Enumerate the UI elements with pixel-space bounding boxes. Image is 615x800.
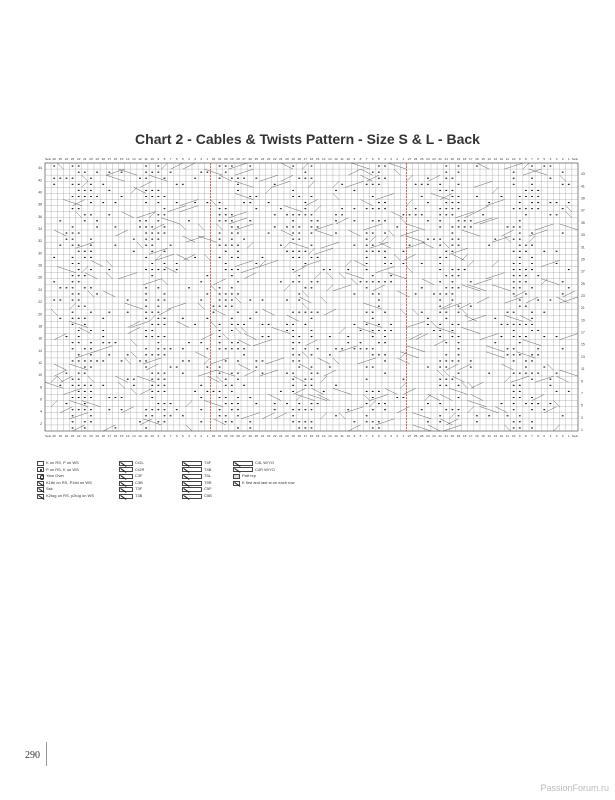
- col-label-bottom: 21: [279, 434, 283, 438]
- legend-symbol-icon: [119, 494, 133, 499]
- legend-label: Yarn Over: [46, 473, 64, 479]
- legend-label: C5B: [204, 492, 212, 498]
- row-label-left: 26: [38, 275, 42, 280]
- col-label-bottom: 24: [64, 434, 69, 438]
- col-label-bottom: 19: [291, 434, 295, 438]
- col-label-top: 2: [200, 157, 203, 161]
- row-label-right: 1: [581, 428, 583, 432]
- col-label-top: 7: [531, 157, 533, 161]
- col-label-top: 11: [505, 157, 510, 161]
- row-label-right: 19: [581, 318, 585, 323]
- col-label-bottom: 18: [297, 434, 301, 438]
- col-label-bottom: 6: [537, 434, 540, 438]
- col-label-bottom: 6: [371, 434, 374, 438]
- legend-symbol-icon: [37, 481, 44, 486]
- col-label-bottom: 9: [157, 434, 160, 438]
- col-label-bottom: 32: [211, 434, 216, 438]
- legend-label: T5L: [204, 473, 211, 479]
- legend-item: [182, 486, 212, 493]
- col-label-bottom: 25: [254, 434, 259, 438]
- col-label-bottom: 3: [194, 434, 196, 438]
- row-label-left: 12: [38, 361, 42, 365]
- col-label-bottom: 6: [175, 434, 178, 438]
- col-label-top: 25: [254, 157, 259, 161]
- legend-item: [119, 480, 144, 487]
- col-label-top: 3: [555, 157, 558, 161]
- col-label-top: 5: [181, 157, 184, 161]
- legend-item: [37, 473, 94, 480]
- col-label-bottom: 25: [420, 434, 424, 438]
- legend-item: [37, 467, 94, 474]
- col-label-bottom: 31: [217, 434, 222, 438]
- col-label-top: 4: [384, 157, 386, 161]
- col-label-top: 22: [438, 157, 442, 161]
- col-label-bottom: 2: [200, 434, 203, 438]
- legend-symbol-icon: [119, 481, 133, 486]
- col-label-top: 3: [390, 157, 393, 161]
- col-label-bottom: 12: [138, 434, 142, 438]
- legend-symbol-icon: [119, 487, 133, 492]
- col-label-top: 27: [242, 157, 246, 161]
- legend-item: [182, 480, 212, 487]
- col-label-bottom: 16: [309, 434, 314, 438]
- col-label-top: 9: [353, 157, 356, 161]
- col-label-top: 19: [291, 157, 295, 161]
- legend-symbol-icon: [182, 474, 202, 479]
- col-label-top: 25: [420, 157, 424, 161]
- col-label-top: 8: [525, 157, 527, 161]
- row-label-right: 27: [581, 269, 585, 274]
- legend-column-basic: [37, 460, 94, 500]
- col-label-bottom: 8: [359, 434, 362, 438]
- col-label-top: 22: [76, 157, 81, 161]
- col-label-bottom: 21: [444, 434, 449, 438]
- row-label-right: 29: [581, 257, 585, 262]
- col-label-bottom: 5: [543, 434, 546, 438]
- col-label-top: 3: [194, 157, 196, 161]
- col-label-bottom: 3: [555, 434, 558, 438]
- row-label-left: 6: [40, 397, 42, 402]
- col-label-top: 7: [365, 157, 368, 161]
- col-label-top: 18: [297, 157, 301, 161]
- legend-item: [37, 486, 94, 493]
- legend-label: Ssk: [46, 486, 53, 492]
- col-label-top: 2: [396, 157, 399, 161]
- col-label-bottom: 15: [119, 434, 124, 438]
- row-label-right: 41: [581, 184, 585, 189]
- legend-label: C5F: [204, 486, 212, 492]
- col-label-top: 26: [248, 157, 252, 161]
- col-label-top: 20: [285, 157, 289, 161]
- legend-symbol-icon: [233, 467, 253, 472]
- col-label-top: 12: [499, 157, 504, 161]
- col-label-bottom: 13: [493, 434, 498, 438]
- col-label-bottom: 1: [402, 434, 405, 438]
- row-label-right: 33: [581, 233, 585, 238]
- row-label-left: 16: [38, 336, 42, 341]
- col-label-bottom: 20: [450, 434, 455, 438]
- legend-item: [119, 493, 144, 500]
- col-label-top: 16: [475, 157, 479, 161]
- legend-label: Cr2L: [135, 460, 144, 465]
- legend-item: [182, 493, 212, 500]
- col-label-bottom: Selv: [571, 434, 578, 438]
- row-label-right: 13: [581, 354, 585, 359]
- legend-item: [37, 493, 94, 500]
- col-label-top: 30: [224, 157, 228, 161]
- col-label-bottom: 1: [567, 434, 570, 438]
- col-label-top: 10: [150, 157, 154, 161]
- legend-label: T3B: [135, 492, 143, 498]
- legend-symbol-icon: [233, 474, 240, 479]
- col-label-bottom: 9: [353, 434, 356, 438]
- col-label-bottom: 2: [561, 434, 564, 438]
- row-label-right: 7: [581, 391, 583, 396]
- col-label-top: 1: [206, 157, 209, 161]
- col-label-top: 32: [211, 157, 216, 161]
- col-label-bottom: 4: [384, 434, 386, 438]
- col-label-top: 24: [426, 157, 430, 161]
- legend-symbol-icon: [182, 494, 202, 499]
- col-label-top: 13: [493, 157, 498, 161]
- col-label-bottom: 7: [169, 434, 172, 438]
- row-label-right: 15: [581, 342, 585, 347]
- legend-symbol-icon: [182, 481, 202, 486]
- col-label-bottom: 10: [150, 434, 154, 438]
- legend-symbol-icon: [37, 494, 44, 499]
- row-label-left: 40: [38, 190, 42, 195]
- col-label-bottom: 28: [236, 434, 240, 438]
- col-label-top: 11: [340, 157, 344, 161]
- col-label-bottom: 24: [260, 434, 265, 438]
- row-label-right: 11: [581, 367, 585, 372]
- col-label-bottom: 23: [432, 434, 436, 438]
- row-label-left: 36: [38, 214, 42, 219]
- col-label-top: 8: [359, 157, 362, 161]
- legend-label: Cr2R: [135, 466, 145, 472]
- col-label-top: 1: [402, 157, 405, 161]
- col-label-top: 1: [567, 157, 570, 161]
- col-label-bottom: 5: [181, 434, 184, 438]
- row-label-left: 28: [38, 263, 42, 268]
- legend-item: [182, 467, 212, 474]
- legend-item: [119, 460, 144, 467]
- row-label-left: 14: [38, 348, 42, 353]
- col-label-bottom: 19: [456, 434, 461, 438]
- col-label-bottom: 18: [462, 434, 467, 438]
- col-label-top: 28: [236, 157, 240, 161]
- row-label-right: 43: [581, 172, 585, 177]
- legend-label: C4L W/YO: [255, 460, 274, 465]
- col-label-bottom: 17: [107, 434, 112, 438]
- legend-label: K2tog on RS, p2tog on WS: [46, 492, 95, 498]
- legend-item: [233, 473, 294, 480]
- row-label-left: 30: [38, 251, 42, 256]
- col-label-bottom: 17: [469, 434, 473, 438]
- col-label-bottom: 4: [188, 434, 190, 438]
- col-label-bottom: 20: [285, 434, 289, 438]
- col-label-top: Selv: [45, 157, 52, 161]
- col-label-top: 24: [64, 157, 69, 161]
- col-label-bottom: 23: [266, 434, 271, 438]
- col-label-bottom: 7: [365, 434, 368, 438]
- legend-item: [119, 486, 144, 493]
- legend-label: T5R: [204, 479, 212, 485]
- col-label-top: 6: [537, 157, 540, 161]
- legend-column-cables-4-5: [182, 460, 212, 500]
- col-label-bottom: 7: [531, 434, 533, 438]
- col-label-top: 22: [273, 157, 277, 161]
- col-label-top: 2: [561, 157, 564, 161]
- legend-label: K1tbl on RS, P1tbl on WS: [46, 479, 92, 485]
- col-label-top: 26: [52, 157, 56, 161]
- col-label-top: 23: [266, 157, 271, 161]
- col-label-top: 21: [444, 157, 449, 161]
- row-label-right: 25: [581, 281, 585, 286]
- col-label-bottom: 11: [144, 434, 148, 438]
- legend-symbol-icon: [182, 487, 202, 492]
- col-label-top: 13: [132, 157, 136, 161]
- page-number: 290: [25, 750, 40, 761]
- row-label-left: 20: [38, 312, 42, 317]
- col-label-bottom: 23: [70, 434, 75, 438]
- row-label-left: 38: [38, 202, 42, 207]
- col-label-bottom: 22: [273, 434, 277, 438]
- col-label-bottom: 19: [95, 434, 99, 438]
- row-label-left: 32: [38, 239, 42, 244]
- col-label-top: 21: [83, 157, 87, 161]
- col-label-bottom: 1: [206, 434, 209, 438]
- col-label-top: 6: [175, 157, 178, 161]
- col-label-bottom: 15: [481, 434, 485, 438]
- legend-item: [233, 460, 294, 467]
- col-label-top: 5: [378, 157, 380, 161]
- col-label-bottom: 21: [83, 434, 87, 438]
- col-label-top: 18: [462, 157, 467, 161]
- col-label-top: 20: [89, 157, 93, 161]
- col-label-top: 5: [543, 157, 546, 161]
- legend-symbol-icon: [119, 461, 133, 466]
- col-label-top: 20: [450, 157, 455, 161]
- col-label-bottom: 4: [549, 434, 552, 438]
- col-label-top: 12: [138, 157, 142, 161]
- legend-symbol-icon: [37, 461, 44, 466]
- col-label-bottom: 10: [511, 434, 516, 438]
- col-label-bottom: 14: [125, 434, 130, 438]
- col-label-top: 17: [469, 157, 473, 161]
- legend-item: [233, 467, 294, 474]
- col-label-bottom: 25: [58, 434, 63, 438]
- row-label-left: 22: [38, 300, 42, 305]
- row-label-left: 44: [38, 166, 42, 171]
- col-label-top: 11: [144, 157, 148, 161]
- col-label-top: 19: [95, 157, 99, 161]
- col-label-bottom: 17: [303, 434, 308, 438]
- col-label-top: 9: [157, 157, 160, 161]
- col-label-top: 13: [328, 157, 332, 161]
- row-label-left: 2: [40, 421, 42, 426]
- legend-item: [182, 460, 212, 467]
- legend-label: T4F: [204, 460, 212, 465]
- col-label-top: 19: [456, 157, 461, 161]
- row-label-left: 42: [38, 178, 42, 183]
- legend-column-cables-2-3: [119, 460, 144, 500]
- col-label-bottom: 11: [340, 434, 344, 438]
- col-label-top: 24: [260, 157, 265, 161]
- legend-item: [119, 467, 144, 474]
- legend-symbol-icon: [119, 474, 133, 479]
- legend-label: C3B: [135, 479, 143, 485]
- legend-symbol-icon: [37, 467, 44, 472]
- col-label-top: 15: [315, 157, 320, 161]
- legend-label: T3F: [135, 486, 143, 492]
- col-label-top: 10: [511, 157, 516, 161]
- col-label-bottom: 2: [396, 434, 399, 438]
- col-label-bottom: 13: [328, 434, 332, 438]
- col-label-top: 16: [309, 157, 314, 161]
- col-label-top: 14: [322, 157, 326, 161]
- row-label-right: 35: [581, 220, 585, 225]
- row-label-right: 9: [581, 379, 583, 384]
- col-label-bottom: 12: [334, 434, 338, 438]
- col-label-bottom: 26: [52, 434, 56, 438]
- col-label-top: 12: [334, 157, 338, 161]
- col-label-bottom: 16: [113, 434, 118, 438]
- col-label-bottom: 13: [132, 434, 136, 438]
- col-label-bottom: 10: [346, 434, 350, 438]
- legend-item: [119, 473, 144, 480]
- col-label-top: 14: [487, 157, 491, 161]
- col-label-top: 31: [217, 157, 222, 161]
- row-label-right: 3: [581, 415, 583, 420]
- col-label-bottom: 14: [322, 434, 326, 438]
- legend-item: [37, 460, 94, 467]
- col-label-bottom: 9: [518, 434, 521, 438]
- col-label-bottom: 3: [390, 434, 393, 438]
- row-label-right: 5: [581, 403, 583, 408]
- col-label-bottom: 18: [101, 434, 105, 438]
- col-label-top: 29: [230, 157, 234, 161]
- row-label-left: 10: [38, 373, 42, 378]
- legend-label: T4B: [204, 466, 212, 472]
- col-label-bottom: 26: [248, 434, 252, 438]
- col-label-top: 25: [58, 157, 63, 161]
- legend-column-yo-cables: [233, 460, 294, 486]
- col-label-bottom: 29: [230, 434, 234, 438]
- col-label-bottom: 26: [413, 434, 418, 438]
- col-label-top: 4: [188, 157, 190, 161]
- col-label-bottom: 11: [505, 434, 510, 438]
- watermark: PassionForum.ru: [540, 783, 609, 793]
- col-label-top: 23: [70, 157, 75, 161]
- row-label-left: 24: [38, 287, 42, 292]
- col-label-bottom: 5: [378, 434, 380, 438]
- col-label-bottom: 27: [242, 434, 246, 438]
- legend-item: [37, 480, 94, 487]
- row-label-right: 37: [581, 208, 585, 213]
- row-label-left: 4: [40, 409, 42, 414]
- col-label-bottom: Selv: [45, 434, 52, 438]
- col-label-top: 23: [432, 157, 436, 161]
- col-label-bottom: 15: [315, 434, 320, 438]
- col-label-top: 27: [407, 157, 412, 161]
- col-label-bottom: 14: [487, 434, 491, 438]
- legend-label: C3F: [135, 473, 143, 479]
- col-label-bottom: 8: [163, 434, 166, 438]
- col-label-top: Selv: [571, 157, 578, 161]
- col-label-top: 21: [279, 157, 283, 161]
- col-label-top: 17: [107, 157, 112, 161]
- col-label-top: 8: [163, 157, 166, 161]
- row-label-right: 17: [581, 330, 585, 335]
- col-label-top: 18: [101, 157, 105, 161]
- col-label-top: 6: [371, 157, 374, 161]
- row-label-right: 39: [581, 196, 585, 201]
- legend-symbol-icon: [182, 467, 202, 472]
- legend-label: P on RS, K on WS: [46, 466, 79, 472]
- col-label-bottom: 8: [525, 434, 527, 438]
- col-label-bottom: 30: [224, 434, 228, 438]
- legend-item: [182, 473, 212, 480]
- col-label-bottom: 22: [438, 434, 442, 438]
- col-label-top: 17: [303, 157, 308, 161]
- row-label-left: 34: [38, 227, 42, 231]
- col-label-top: 15: [119, 157, 124, 161]
- col-label-bottom: 20: [89, 434, 93, 438]
- col-label-bottom: 12: [499, 434, 504, 438]
- legend-label: C4R W/YO: [255, 466, 275, 472]
- row-label-right: 31: [581, 245, 585, 250]
- legend-label: Patt rep: [242, 473, 257, 479]
- legend-label: K on RS, P on WS: [46, 460, 79, 465]
- row-label-right: 21: [581, 306, 585, 311]
- legend-symbol-icon: [37, 487, 44, 492]
- col-label-top: 10: [346, 157, 350, 161]
- chart-title: Chart 2 - Cables & Twists Pattern - Size S & L - Back: [135, 131, 480, 147]
- col-label-top: 26: [413, 157, 418, 161]
- legend-label: K first and last st on each row: [242, 479, 295, 485]
- col-label-top: 14: [125, 157, 130, 161]
- legend-symbol-icon: [182, 461, 202, 466]
- row-label-left: 18: [38, 324, 42, 329]
- page-divider: [46, 742, 47, 766]
- legend-symbol-icon: [119, 467, 133, 472]
- legend-symbol-icon: [233, 481, 240, 486]
- col-label-bottom: 24: [426, 434, 430, 438]
- row-label-right: 23: [581, 294, 585, 298]
- col-label-top: 9: [518, 157, 521, 161]
- col-label-bottom: 27: [407, 434, 412, 438]
- col-label-top: 16: [113, 157, 118, 161]
- col-label-top: 7: [169, 157, 172, 161]
- col-label-top: 4: [549, 157, 552, 161]
- legend-symbol-icon: [37, 474, 44, 479]
- col-label-bottom: 16: [475, 434, 479, 438]
- col-label-bottom: 22: [76, 434, 81, 438]
- legend-symbol-icon: [233, 461, 253, 466]
- legend-item: [233, 480, 294, 487]
- row-label-left: 8: [40, 385, 42, 390]
- col-label-top: 15: [481, 157, 485, 161]
